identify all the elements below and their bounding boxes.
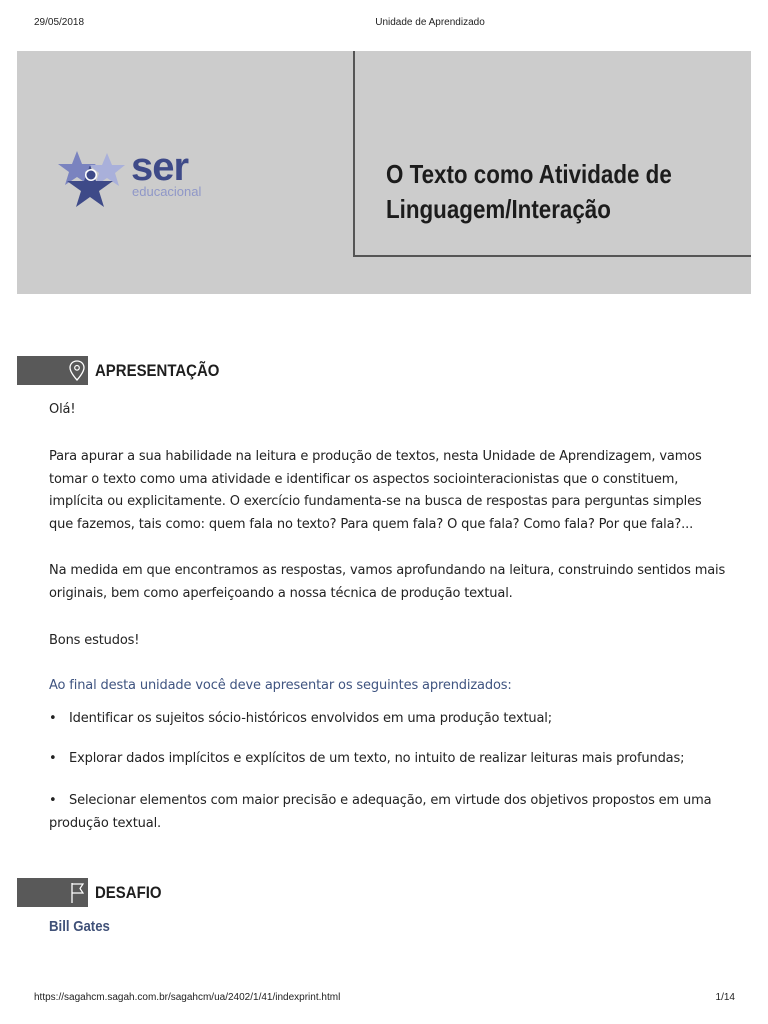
unit-banner	[17, 51, 751, 294]
apresentacao-heading: APRESENTAÇÃO	[95, 361, 220, 380]
bullet-icon: •	[49, 711, 57, 726]
bullet-icon: •	[49, 751, 57, 766]
logo-educacional-text: educacional	[132, 184, 202, 199]
objectives-intro: Ao final desta unidade você deve apresentar os seguintes aprendizados:	[49, 678, 512, 693]
objective-text: Identificar os sujeitos sócio-históricos envolvidos em uma produção textual;	[69, 711, 552, 726]
print-document-title: Unidade de Aprendizado	[375, 17, 485, 28]
unit-title-line-1: O Texto como Atividade de	[386, 159, 672, 189]
objective-text: Explorar dados implícitos e explícitos de um texto, no intuito de realizar leituras mais profundas;	[69, 751, 685, 766]
closing-text: Bons estudos!	[49, 633, 140, 648]
ser-educacional-logo	[57, 145, 217, 211]
objective-item	[49, 748, 729, 771]
desafio-heading: DESAFIO	[95, 883, 162, 902]
bullet-icon: •	[49, 793, 57, 808]
desafio-subtitle: Bill Gates	[49, 918, 110, 935]
map-pin-icon	[66, 358, 88, 383]
greeting-text: Olá!	[49, 402, 76, 417]
print-header	[0, 17, 768, 31]
stars-logo-icon	[57, 151, 129, 211]
print-date: 29/05/2018	[34, 17, 85, 28]
desafio-section-bar	[17, 878, 88, 907]
objective-item	[49, 790, 729, 835]
apresentacao-section-bar	[17, 356, 88, 385]
logo-ser-text: ser	[131, 145, 189, 189]
print-url: https://sagahcm.sagah.com.br/sagahcm/ua/2402/1/41/indexprint.html	[34, 992, 341, 1003]
print-footer	[0, 992, 768, 1006]
unit-title-box	[353, 51, 751, 257]
unit-title	[386, 157, 696, 227]
objective-text: Selecionar elementos com maior precisão e adequação, em virtude dos objetivos propostos em uma produção textual.	[49, 793, 712, 831]
unit-title-line-2: Linguagem/Interação	[386, 194, 611, 224]
intro-paragraph-1: Para apurar a sua habilidade na leitura e produção de textos, nesta Unidade de Aprendizagem, vamos tomar o texto como uma atividade e identificar os aspectos sociointeracionistas que o constituem, implícita ou explicitamente. O exercício fundamenta-se na busca de respostas para perguntas simples que fazemos, tais como: quem fala no texto? Para quem fala? O que fala? Como fala? Por que fala?...	[49, 449, 702, 532]
flag-icon	[66, 880, 88, 905]
page-number: 1/14	[715, 992, 735, 1003]
intro-paragraph-2: Na medida em que encontramos as respostas, vamos aprofundando na leitura, construindo sentidos mais originais, bem como aperfeiçoando a nossa técnica de produção textual.	[49, 563, 726, 601]
objective-item	[49, 708, 729, 731]
